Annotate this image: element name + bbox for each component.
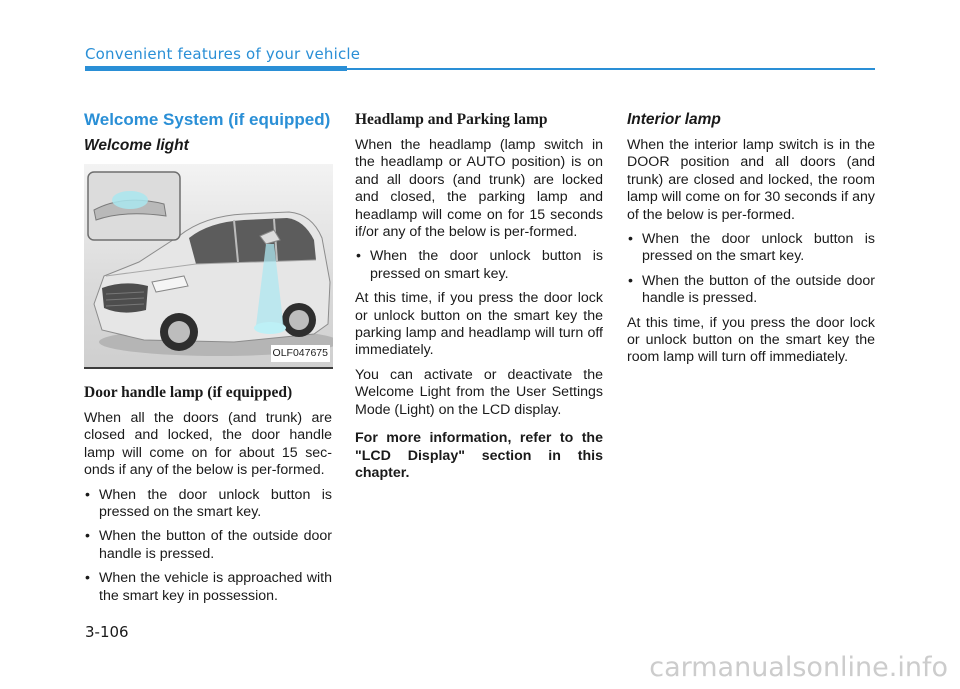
room-lamp-off-text: At this time, if you press the door lock or unlock button on the smart key the room lamp will turn off immediately. bbox=[627, 314, 875, 366]
column-3 bbox=[627, 110, 875, 374]
welcome-light-figure bbox=[84, 164, 333, 369]
column-2 bbox=[355, 110, 603, 489]
headlamp-parking-list bbox=[355, 248, 603, 283]
interior-lamp-title: Interior lamp bbox=[627, 111, 721, 128]
figure-caption: OLF047675 bbox=[271, 345, 330, 362]
section-title: Welcome System (if equipped) bbox=[84, 110, 331, 129]
list-item: • When the button of the outside door handle is pressed. bbox=[628, 272, 875, 307]
door-handle-lamp-title: Door handle lamp (if equipped) bbox=[84, 384, 293, 401]
list-item: • When the door unlock button is pressed on the smart key. bbox=[85, 486, 332, 521]
list-item: • When the button of the outside door handle is pressed. bbox=[85, 528, 332, 562]
door-handle-lamp-text: When all the doors (and trunk) are closed and locked, the door handle lamp will come on for about 15 sec-onds if any of the below is per-formed. bbox=[84, 410, 332, 479]
headlamp-parking-title: Headlamp and Parking lamp bbox=[355, 111, 548, 128]
interior-lamp-text: When the interior lamp switch is in the DOOR position and all doors (and trunk) are closed and locked, the room lamp will come on for 30 seconds if any of the below is per-formed. bbox=[627, 137, 875, 223]
activate-welcome-light-text: You can activate or deactivate the Welcome Light from the User Settings Mode (Light) on the LCD display. bbox=[355, 366, 603, 418]
lcd-display-note: For more information, refer to the "LCD Display" section in this chapter. bbox=[355, 430, 603, 481]
headlamp-parking-text: When the headlamp (lamp switch in the headlamp or AUTO position) is on and all doors (and trunk) are locked and closed, the parking lamp and headlamp will come on for 15 seconds if/or any of the below is per-formed. bbox=[355, 137, 603, 241]
list-item: • When the vehicle is approached with the smart key in possession. bbox=[85, 570, 332, 604]
section-header-title: Convenient features of your vehicle bbox=[85, 45, 361, 63]
door-handle-lamp-list bbox=[84, 487, 332, 605]
header-rule-thick bbox=[85, 66, 347, 71]
subsection-title: Welcome light bbox=[84, 137, 189, 154]
watermark: carmanualsonline.info bbox=[649, 652, 948, 683]
list-item: • When the door unlock button is pressed on the smart key. bbox=[628, 231, 875, 265]
column-1 bbox=[84, 110, 332, 612]
header-rule-thin bbox=[347, 68, 875, 70]
list-item: • When the door unlock button is pressed on smart key. bbox=[356, 248, 603, 282]
interior-lamp-list bbox=[627, 231, 875, 308]
headlamp-off-text: At this time, if you press the door lock or unlock button on the smart key the parking lamp and headlamp will turn off immediately. bbox=[355, 290, 603, 359]
page-number: 3-106 bbox=[85, 623, 129, 641]
car-illustration bbox=[84, 164, 333, 367]
